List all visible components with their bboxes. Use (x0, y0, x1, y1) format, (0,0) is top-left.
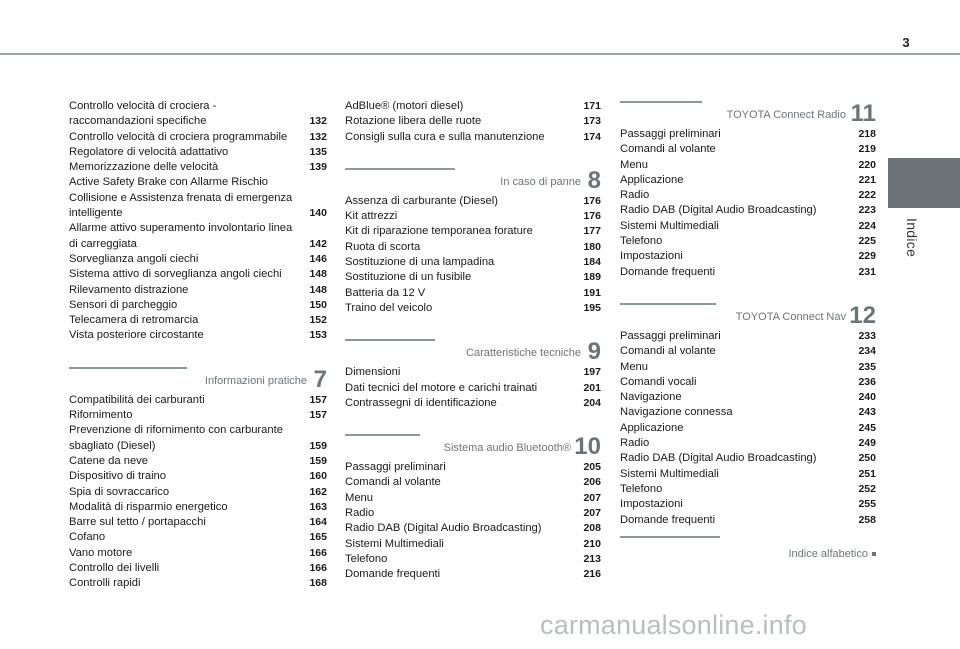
toc-entry-page: 159 (309, 454, 327, 467)
toc-entry[interactable] (69, 530, 327, 545)
toc-entry-page: 163 (309, 500, 327, 513)
toc-entry-title: Sistemi Multimediali (620, 467, 719, 480)
toc-entry-page: 166 (309, 562, 327, 575)
toc-entry-title: Spia di sovraccarico (69, 485, 170, 498)
toc-entry-title: AdBlue® (motori diesel) (345, 100, 464, 112)
section-number: 10 (574, 433, 601, 461)
side-tab (888, 158, 960, 208)
toc-entry[interactable] (620, 173, 876, 188)
entry-list (345, 194, 601, 316)
toc-entry-title: Rotazione libera delle ruote (345, 115, 482, 128)
toc-entry-title: Domande frequenti (345, 568, 441, 581)
toc-entry-title: Comandi al volante (620, 143, 716, 156)
toc-entry[interactable] (69, 252, 327, 267)
section-rule (345, 168, 455, 170)
toc-entry-page: 177 (583, 225, 601, 238)
toc-entry-page: 233 (858, 329, 876, 342)
toc-entry-page: 243 (858, 406, 876, 419)
toc-entry-title: Menu (345, 491, 373, 504)
toc-entry[interactable] (620, 375, 876, 390)
toc-entry-page: 250 (858, 452, 876, 465)
toc-entry[interactable] (69, 99, 327, 130)
section-number: 7 (313, 365, 327, 393)
toc-entry[interactable] (345, 506, 601, 521)
toc-entry[interactable] (620, 219, 876, 234)
section-rule (345, 339, 435, 341)
toc-entry[interactable] (620, 482, 876, 497)
toc-entry[interactable] (345, 224, 601, 239)
toc-entry[interactable] (69, 576, 327, 591)
toc-entry-page: 139 (309, 161, 327, 174)
toc-entry-page: 159 (309, 439, 327, 452)
toc-entry[interactable] (345, 270, 601, 285)
toc-entry-title: Assenza di carburante (Diesel) (345, 194, 498, 207)
toc-entry-title: Kit attrezzi (345, 210, 398, 223)
page-number: 3 (902, 35, 910, 50)
toc-entry-page: 216 (583, 568, 601, 581)
toc-entry-title: Controllo velocità di crociera programmabile (69, 130, 288, 143)
toc-entry-title: Passaggi preliminari (345, 461, 446, 474)
toc-entry-title: Applicazione (620, 173, 684, 186)
entry-list (620, 329, 876, 528)
toc-entry-title: Navigazione (620, 391, 682, 404)
section-rule (620, 303, 716, 305)
section-rule (345, 434, 420, 436)
toc-entry-title: Ruota di scorta (345, 240, 421, 253)
section-number: 8 (587, 166, 601, 194)
toc-entry-title: Modalità di risparmio energetico (69, 500, 228, 513)
toc-entry-page: 173 (583, 115, 601, 128)
toc-entry[interactable] (345, 365, 601, 380)
toc-entry-page: 210 (583, 537, 601, 550)
toc-entry-title: Radio (620, 437, 650, 450)
toc-entry-title: Sistemi Multimediali (620, 219, 719, 232)
toc-entry-title: Radio DAB (Digital Audio Broadcasting) (345, 522, 542, 535)
toc-entry[interactable] (620, 421, 876, 436)
toc-entry[interactable] (620, 265, 876, 280)
toc-entry-page: 180 (583, 240, 601, 253)
toc-entry-page: 251 (858, 467, 876, 480)
section-header (345, 423, 601, 460)
toc-entry[interactable] (69, 175, 327, 221)
toc-entry-page: 252 (858, 482, 876, 495)
toc-entry[interactable] (69, 298, 327, 313)
toc-entry[interactable] (69, 408, 327, 423)
section-header (620, 90, 876, 127)
toc-entry-page: 204 (583, 396, 601, 409)
toc-entry-title: Controllo dei livelli (69, 562, 160, 575)
toc-entry-page: 219 (858, 143, 876, 156)
toc-entry-title: Telecamera di retromarcia (69, 314, 199, 327)
toc-entry[interactable] (620, 497, 876, 512)
toc-entry[interactable] (345, 460, 601, 475)
section-header (345, 328, 601, 365)
toc-entry-title: Radio DAB (Digital Audio Broadcasting) (620, 452, 817, 465)
toc-entry-page: 171 (583, 100, 601, 112)
toc-entry-title: Telefono (345, 552, 388, 565)
toc-entry-page: 225 (858, 235, 876, 248)
toc-entry-title: Impostazioni (620, 250, 683, 263)
toc-entry[interactable] (69, 393, 327, 408)
toc-entry[interactable] (69, 221, 327, 252)
section-header (345, 157, 601, 194)
toc-entry-page: 221 (858, 173, 876, 186)
toc-entry-page: 176 (583, 194, 601, 207)
toc-entry-page: 220 (858, 158, 876, 171)
toc-entry[interactable] (345, 475, 601, 490)
watermark: carmanualsonline.info (540, 610, 807, 640)
section-header (69, 356, 327, 393)
toc-entry-title: Memorizzazione delle velocità (69, 161, 219, 174)
entry-list (345, 99, 601, 145)
section-number: 9 (587, 338, 601, 366)
toc-entry-title: Radio DAB (Digital Audio Broadcasting) (620, 204, 817, 217)
toc-entry[interactable] (345, 114, 601, 129)
toc-entry[interactable] (69, 546, 327, 561)
toc-entry-title: Consigli sulla cura e sulla manutenzione (345, 130, 545, 143)
toc-entry-page: 162 (309, 485, 327, 498)
toc-entry-page: 166 (309, 546, 327, 559)
toc-entry-page: 231 (858, 265, 876, 278)
entry-list (69, 99, 327, 344)
toc-entry[interactable] (69, 515, 327, 530)
toc-entry-title: Comandi vocali (620, 375, 697, 388)
toc-entry-title: Catene da neve (69, 454, 148, 467)
toc-entry[interactable] (345, 130, 601, 145)
toc-entry-title: Menu (620, 360, 648, 373)
section-header (620, 292, 876, 329)
toc-entry[interactable] (620, 405, 876, 420)
toc-entry-title: Sistemi Multimediali (345, 537, 444, 550)
toc-entry-title: Sostituzione di una lampadina (345, 256, 495, 269)
toc-entry-page: 150 (309, 298, 327, 311)
toc-entry-title: Dispositivo di traino (69, 470, 167, 483)
toc-entry-page: 255 (858, 498, 876, 511)
toc-entry-page: 146 (309, 252, 327, 265)
section-title: TOYOTA Connect Radio (726, 109, 846, 121)
toc-entry-page: 206 (583, 476, 601, 489)
entry-list (69, 393, 327, 592)
toc-entry[interactable] (69, 328, 327, 343)
toc-entry[interactable] (620, 188, 876, 203)
toc-entry-page: 229 (858, 250, 876, 263)
toc-entry[interactable] (69, 561, 327, 576)
index-label: Indice alfabetico (788, 547, 868, 560)
toc-entry-page: 164 (309, 516, 327, 529)
toc-entry-title: Sostituzione di un fusibile (345, 271, 472, 284)
toc-entry-page: 168 (309, 577, 327, 590)
toc-entry[interactable] (345, 381, 601, 396)
side-label: Indice (904, 218, 920, 258)
toc-entry-title: Batteria da 12 V (345, 286, 426, 299)
toc-entry-title: Rilevamento distrazione (69, 283, 189, 296)
toc-entry-page: 174 (583, 130, 601, 143)
toc-entry-page: 249 (858, 437, 876, 450)
toc-entry[interactable] (69, 500, 327, 515)
toc-entry[interactable] (69, 469, 327, 484)
toc-entry-title: Vista posteriore circostante (69, 329, 204, 342)
toc-entry-page: 132 (309, 115, 327, 128)
section-rule (69, 367, 187, 369)
toc-entry-title: Rifornimento (69, 409, 133, 422)
toc-entry-title: Domande frequenti (620, 513, 716, 526)
entry-list (620, 127, 876, 280)
toc-entry-title: Vano motore (69, 546, 133, 559)
toc-entry-title: Comandi al volante (620, 345, 716, 358)
toc-entry-title: Passaggi preliminari (620, 329, 721, 342)
section-title: Caratteristiche tecniche (466, 347, 581, 360)
toc-entry-title: Compatibilità dei carburanti (69, 393, 205, 406)
toc-entry-page: 201 (583, 381, 601, 394)
toc-entry[interactable] (69, 423, 327, 454)
toc-entry[interactable] (345, 396, 601, 411)
toc-entry[interactable] (620, 344, 876, 359)
toc-entry-title: Contrassegni di identificazione (345, 396, 497, 409)
toc-entry[interactable] (345, 552, 601, 567)
toc-entry-page: 152 (309, 314, 327, 327)
toc-entry-title: Impostazioni (620, 498, 683, 511)
toc-entry-title: Kit di riparazione temporanea forature (345, 225, 533, 238)
toc-entry[interactable] (345, 301, 601, 316)
toc-entry-page: 195 (583, 301, 601, 314)
toc-entry-title: Dati tecnici del motore e carichi trainati (345, 381, 538, 394)
toc-entry-title: Applicazione (620, 421, 684, 434)
toc-entry[interactable] (620, 467, 876, 482)
toc-entry[interactable] (620, 142, 876, 157)
toc-entry[interactable] (345, 286, 601, 301)
toc-entry-page: 165 (309, 531, 327, 544)
toc-entry[interactable] (620, 390, 876, 405)
toc-entry[interactable] (620, 234, 876, 249)
toc-entry-title: Passaggi preliminari (620, 128, 721, 140)
toc-entry-page: 197 (583, 366, 601, 379)
toc-entry[interactable] (69, 160, 327, 175)
toc-entry-page: 224 (858, 219, 876, 232)
toc-entry[interactable] (345, 521, 601, 536)
toc-column-1 (69, 99, 327, 592)
toc-entry-title: Navigazione connessa (620, 406, 733, 419)
toc-entry[interactable] (620, 158, 876, 173)
toc-entry[interactable] (345, 491, 601, 506)
section-rule (620, 101, 702, 103)
toc-entry-title: Traino del veicolo (345, 301, 433, 314)
toc-entry-page: 142 (309, 237, 327, 250)
toc-entry[interactable] (620, 451, 876, 466)
toc-entry-title: Sorveglianza angoli ciechi (69, 252, 199, 265)
toc-entry-page: 153 (309, 329, 327, 342)
toc-entry-title: Menu (620, 158, 648, 171)
toc-entry-title: Controlli rapidi (69, 577, 141, 590)
toc-entry-page: 205 (583, 461, 601, 474)
toc-entry-page: 234 (858, 345, 876, 358)
toc-entry[interactable] (345, 194, 601, 209)
toc-entry-title: Regolatore di velocità adattativo (69, 145, 229, 158)
toc-entry-page: 176 (583, 210, 601, 223)
toc-entry[interactable] (69, 283, 327, 298)
toc-entry-title: Telefono (620, 482, 663, 495)
section-number: 12 (849, 301, 876, 329)
toc-entry-title: Controllo velocità di crociera - raccomandazioni specifiche (69, 100, 217, 128)
toc-column-3 (620, 99, 876, 566)
toc-entry[interactable] (620, 436, 876, 451)
toc-entry-page: 189 (583, 271, 601, 284)
toc-entry-page: 222 (858, 189, 876, 202)
section-title: TOYOTA Connect Nav (735, 310, 846, 323)
toc-entry[interactable] (69, 454, 327, 469)
toc-entry-page: 236 (858, 375, 876, 388)
section-title: Sistema audio Bluetooth® (443, 442, 571, 455)
toc-entry[interactable] (345, 209, 601, 224)
toc-entry[interactable] (69, 485, 327, 500)
toc-entry-page: 148 (309, 268, 327, 281)
toc-entry-page: 148 (309, 283, 327, 296)
toc-entry-page: 245 (858, 421, 876, 434)
toc-entry-title: Barre sul tetto / portapacchi (69, 516, 206, 529)
toc-entry-page: 157 (309, 409, 327, 422)
toc-entry-page: 184 (583, 256, 601, 269)
toc-entry-page: 223 (858, 204, 876, 217)
toc-entry-page: 207 (583, 491, 601, 504)
toc-entry-page: 191 (583, 286, 601, 299)
toc-entry[interactable] (345, 567, 601, 582)
toc-entry-title: Active Safety Brake con Allarme Rischio Collisione e Assistenza frenata di emergenza intelligente (69, 176, 293, 220)
toc-entry[interactable] (345, 99, 601, 114)
toc-entry[interactable] (620, 329, 876, 344)
toc-entry[interactable] (69, 130, 327, 145)
toc-entry-title: Radio (345, 507, 375, 520)
entry-list (345, 365, 601, 411)
index-link[interactable] (620, 536, 876, 566)
toc-entry[interactable] (620, 513, 876, 528)
section-number: 11 (850, 100, 876, 127)
toc-entry-page: 258 (858, 513, 876, 526)
toc-entry[interactable] (620, 249, 876, 264)
toc-entry-title: Comandi al volante (345, 476, 441, 489)
toc-entry-page: 208 (583, 522, 601, 535)
toc-entry-page: 218 (858, 128, 876, 140)
toc-entry-page: 235 (858, 360, 876, 373)
toc-entry-title: Radio (620, 189, 650, 202)
toc-entry[interactable] (620, 203, 876, 218)
toc-entry-page: 207 (583, 507, 601, 520)
toc-entry[interactable] (345, 240, 601, 255)
toc-entry-title: Allarme attivo superamento involontario linea di carreggiata (69, 222, 293, 250)
toc-entry-page: 157 (309, 393, 327, 406)
toc-entry[interactable] (345, 255, 601, 270)
toc-entry-title: Dimensioni (345, 366, 401, 379)
toc-entry-title: Domande frequenti (620, 265, 716, 278)
toc-entry-title: Cofano (69, 531, 106, 544)
section-title: In caso di panne (500, 175, 581, 188)
toc-entry-page: 160 (309, 470, 327, 483)
toc-entry-page: 240 (858, 391, 876, 404)
toc-column-2 (345, 99, 601, 583)
toc-entry-page: 213 (583, 552, 601, 565)
toc-entry-title: Telefono (620, 235, 663, 248)
toc-entry[interactable] (345, 537, 601, 552)
top-rule (0, 53, 960, 55)
toc-entry[interactable] (69, 267, 327, 282)
toc-entry-page: 135 (309, 145, 327, 158)
toc-entry[interactable] (69, 313, 327, 328)
toc-entry[interactable] (620, 127, 876, 142)
toc-entry-title: Prevenzione di rifornimento con carburante sbagliato (Diesel) (69, 424, 283, 452)
section-title: Informazioni pratiche (204, 374, 307, 387)
toc-entry[interactable] (620, 360, 876, 375)
section-rule (620, 536, 720, 538)
square-bullet-icon (872, 552, 876, 556)
entry-list (345, 460, 601, 582)
toc-entry-title: Sensori di parcheggio (69, 298, 178, 311)
toc-entry-title: Sistema attivo di sorveglianza angoli ciechi (69, 268, 282, 281)
toc-entry[interactable] (69, 145, 327, 160)
toc-entry-page: 140 (309, 207, 327, 220)
toc-entry-page: 132 (309, 130, 327, 143)
